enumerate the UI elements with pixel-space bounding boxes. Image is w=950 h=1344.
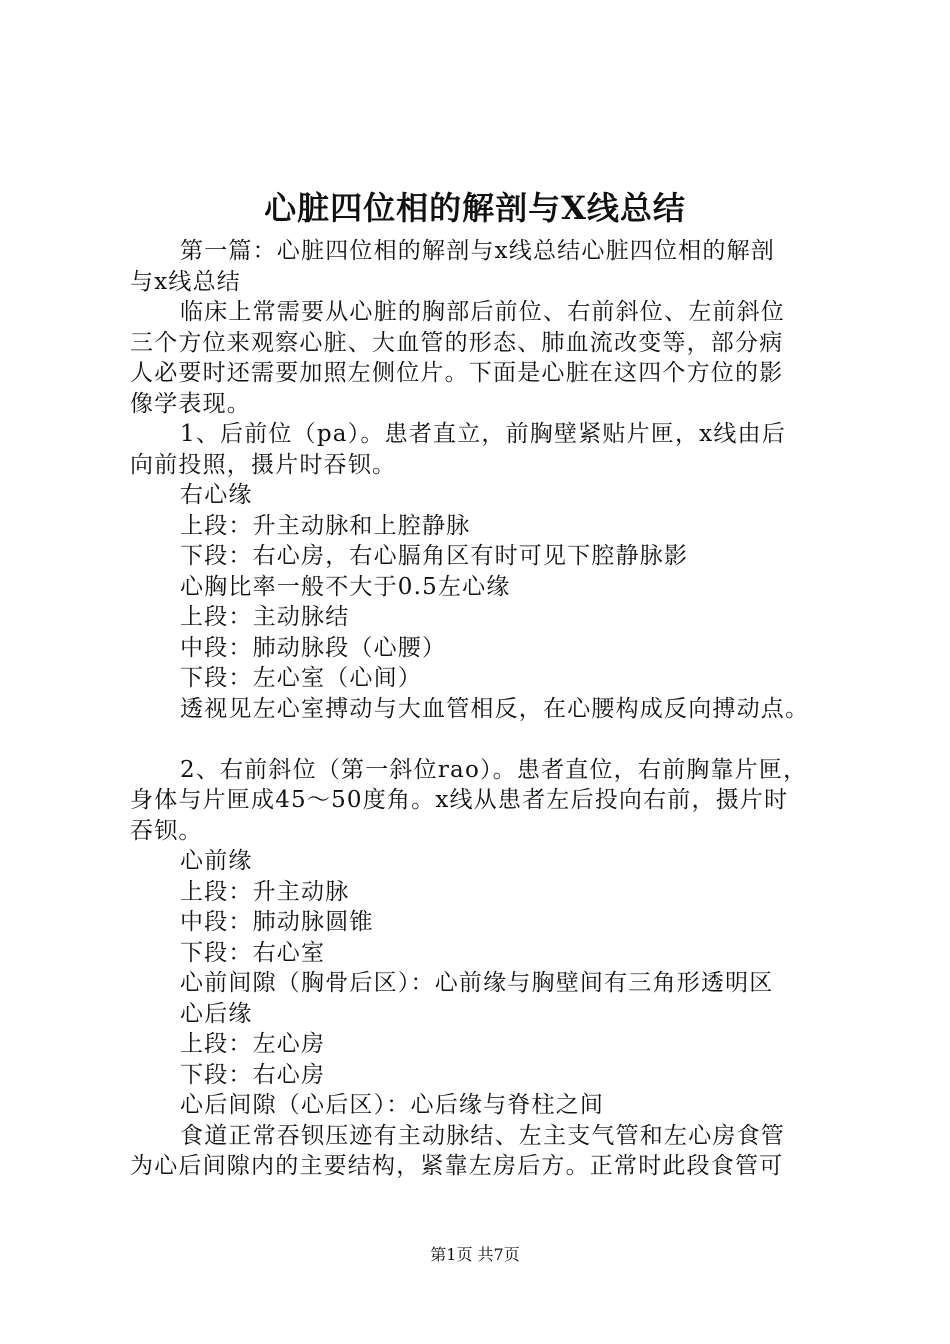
paragraph-line: 吞钡。 <box>130 817 203 844</box>
paragraph-line: 1、后前位（pa）。患者直立，前胸壁紧贴片匣，x线由后 <box>180 421 786 447</box>
page-number-footer: 第1页 共7页 <box>430 1245 520 1264</box>
paragraph-line: 上段：左心房 <box>180 1031 326 1057</box>
paragraph-line: 心胸比率一般不大于0.5左心缘 <box>180 573 511 600</box>
paragraph-line: 临床上常需要从心脏的胸部后前位、右前斜位、左前斜位 <box>180 299 785 325</box>
paragraph-line: 三个方位来观察心脏、大血管的形态、肺血流改变等，部分病 <box>130 329 784 356</box>
paragraph-line: 下段：右心房，右心膈角区有时可见下腔静脉影 <box>180 543 689 569</box>
document-body <box>130 236 832 1182</box>
paragraph-line: 右心缘 <box>180 482 253 508</box>
paragraph-line: 下段：右心房 <box>180 1061 326 1088</box>
paragraph-line: 心前缘 <box>180 848 253 874</box>
paragraph-line: 第一篇：心脏四位相的解剖与x线总结心脏四位相的解剖 <box>180 238 775 264</box>
paragraph-line: 人必要时还需要加照左侧位片。下面是心脏在这四个方位的影 <box>130 360 784 386</box>
paragraph-line: 上段：升主动脉 <box>180 878 350 905</box>
paragraph-line: 心后间隙（心后区）：心后缘与脊柱之间 <box>180 1092 605 1118</box>
paragraph-line: 身体与片匣成45～50度角。x线从患者左后投向右前，摄片时 <box>130 787 789 813</box>
paragraph-line: 与x线总结 <box>130 268 241 295</box>
paragraph-line: 向前投照，摄片时吞钡。 <box>130 451 397 478</box>
paragraph-line: 下段：左心室（心间） <box>180 665 422 691</box>
paragraph-line: 像学表现。 <box>130 390 251 417</box>
paragraph-line: 中段：肺动脉段（心腰） <box>180 634 447 661</box>
paragraph-line: 透视见左心室搏动与大血管相反，在心腰构成反向搏动点。 <box>180 695 810 722</box>
paragraph-gap <box>130 724 832 755</box>
paragraph-line: 中段：肺动脉圆锥 <box>180 909 374 935</box>
document-title: 心脏四位相的解剖与X线总结 <box>264 189 686 227</box>
paragraph-line: 下段：右心室 <box>180 939 326 966</box>
paragraph-line: 食道正常吞钡压迹有主动脉结、左主支气管和左心房食管 <box>180 1122 785 1149</box>
paragraph-line: 上段：主动脉结 <box>180 604 350 630</box>
paragraph-line: 为心后间隙内的主要结构，紧靠左房后方。正常时此段食管可 <box>130 1153 784 1179</box>
paragraph-line: 心前间隙（胸骨后区）：心前缘与胸壁间有三角形透明区 <box>180 970 774 996</box>
paragraph-line: 2、右前斜位（第一斜位rao）。患者直位，右前胸靠片匣， <box>180 756 808 783</box>
paragraph-line: 上段：升主动脉和上腔静脉 <box>180 512 471 539</box>
paragraph-line: 心后缘 <box>180 1000 253 1027</box>
